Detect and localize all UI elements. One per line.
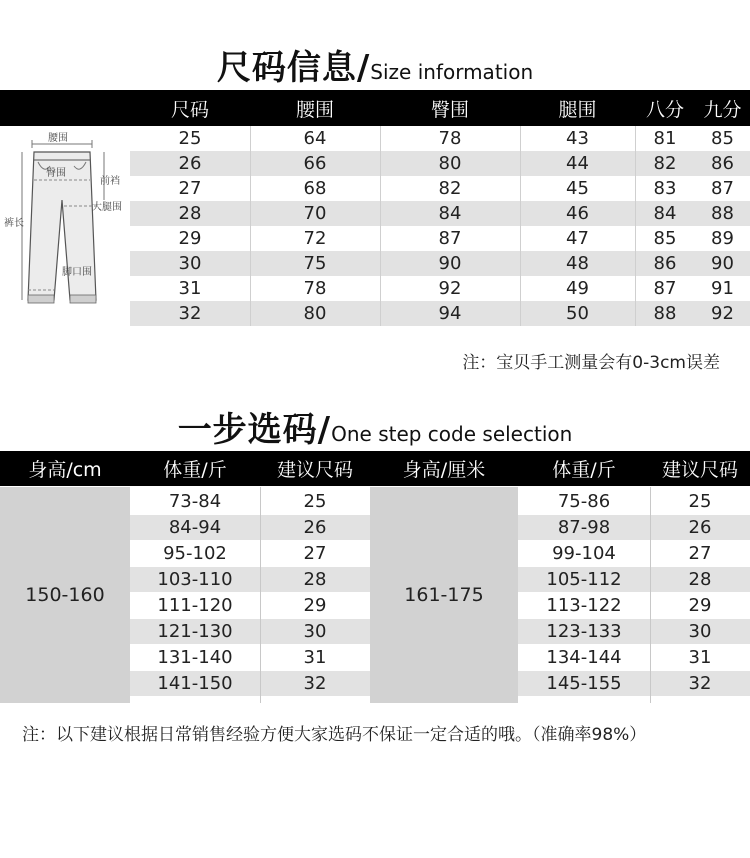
size-cell-hip: 84	[438, 203, 462, 224]
suggested-size-cell: 25	[303, 491, 327, 512]
selection-title-en: One step code selection	[331, 422, 573, 446]
table-row	[518, 567, 750, 592]
size-header-waist: 腰围	[295, 98, 334, 121]
size-col-divider	[635, 126, 636, 326]
size-header-size: 尺码	[170, 98, 209, 121]
size-cell-cropped-8: 81	[653, 128, 677, 149]
diagram-label-thigh: 大腿围	[92, 202, 122, 213]
diagram-label-length: 裤长	[4, 218, 24, 229]
table-row	[130, 176, 750, 201]
table-row	[130, 567, 370, 592]
weight-range-cell: 121-130	[157, 621, 233, 642]
table-row	[130, 645, 370, 670]
weight-range-cell: 75-86	[557, 491, 611, 512]
size-cell-size: 29	[178, 228, 202, 249]
diagram-label-hip: 臀围	[46, 168, 66, 179]
size-cell-cropped-9: 92	[711, 303, 734, 324]
table-row	[130, 541, 370, 566]
size-cell-size: 31	[178, 278, 202, 299]
size-cell-cropped-9: 89	[711, 228, 734, 249]
suggested-size-cell: 26	[303, 517, 327, 538]
table-row	[130, 671, 370, 696]
size-cell-waist: 64	[303, 128, 327, 149]
diagram-label-waist: 腰围	[48, 133, 68, 144]
sel-header-weight-right: 体重/斤	[552, 459, 616, 481]
diagram-label-front-rise: 前裆	[100, 176, 120, 187]
size-cell-thigh: 47	[566, 228, 589, 249]
size-cell-cropped-9: 91	[711, 278, 734, 299]
suggested-size-cell: 31	[303, 647, 327, 668]
selection-title-zh: 一步选码/	[177, 410, 332, 450]
table-row	[130, 151, 750, 176]
table-row	[518, 645, 750, 670]
suggested-size-cell: 26	[688, 517, 712, 538]
table-row	[130, 226, 750, 251]
sel-header-size-left: 建议尺码	[276, 459, 353, 481]
size-info-title	[0, 40, 750, 89]
sel-header-height-cm: 身高/cm	[28, 459, 102, 481]
size-col-divider	[520, 126, 521, 326]
selection-col-divider	[260, 487, 261, 703]
size-cell-waist: 70	[303, 203, 327, 224]
weight-range-cell: 103-110	[157, 569, 233, 590]
table-row	[130, 126, 750, 151]
size-cell-size: 30	[178, 253, 202, 274]
weight-range-cell: 111-120	[157, 595, 233, 616]
selection-note: 注：以下建议根据日常销售经验方便大家选码不保证一定合适的哦。（准确率98%）	[22, 725, 647, 745]
table-row	[130, 201, 750, 226]
size-cell-cropped-9: 85	[711, 128, 734, 149]
size-cell-cropped-8: 82	[653, 153, 677, 174]
table-row	[130, 251, 750, 276]
suggested-size-cell: 25	[688, 491, 712, 512]
size-cell-waist: 78	[303, 278, 327, 299]
size-cell-waist: 72	[303, 228, 327, 249]
size-cell-size: 28	[178, 203, 202, 224]
suggested-size-cell: 30	[303, 621, 327, 642]
weight-range-cell: 141-150	[157, 673, 233, 694]
size-info-title-zh: 尺码信息/	[216, 48, 371, 88]
suggested-size-cell: 30	[688, 621, 712, 642]
sel-header-size-right: 建议尺码	[661, 459, 738, 481]
size-cell-thigh: 48	[566, 253, 589, 274]
suggested-size-cell: 28	[303, 569, 327, 590]
size-cell-thigh: 49	[566, 278, 589, 299]
size-cell-cropped-8: 86	[653, 253, 677, 274]
pants-diagram	[0, 130, 130, 326]
size-cell-waist: 75	[303, 253, 327, 274]
suggested-size-cell: 29	[688, 595, 712, 616]
suggested-size-cell: 31	[688, 647, 712, 668]
size-cell-cropped-9: 88	[711, 203, 734, 224]
size-col-divider	[250, 126, 251, 326]
weight-range-cell: 123-133	[546, 621, 622, 642]
weight-range-cell: 84-94	[168, 517, 222, 538]
selection-table-header	[0, 451, 750, 486]
table-row	[130, 301, 750, 326]
size-cell-waist: 80	[303, 303, 327, 324]
size-cell-hip: 82	[438, 178, 462, 199]
size-cell-hip: 78	[438, 128, 462, 149]
size-col-divider	[380, 126, 381, 326]
table-row	[130, 489, 370, 514]
measurement-note: 注：宝贝手工测量会有0-3cm误差	[462, 353, 720, 373]
size-cell-cropped-8: 83	[653, 178, 677, 199]
table-row	[130, 619, 370, 644]
size-header-cropped-8: 八分	[645, 98, 684, 121]
weight-range-cell: 87-98	[557, 517, 611, 538]
suggested-size-cell: 29	[303, 595, 327, 616]
size-cell-cropped-8: 85	[653, 228, 677, 249]
table-row	[518, 515, 750, 540]
weight-range-cell: 145-155	[546, 673, 622, 694]
size-cell-waist: 68	[303, 178, 327, 199]
size-cell-size: 27	[178, 178, 202, 199]
weight-range-cell: 73-84	[168, 491, 222, 512]
size-cell-size: 32	[178, 303, 202, 324]
size-cell-cropped-8: 84	[653, 203, 677, 224]
weight-range-cell: 99-104	[552, 543, 616, 564]
size-cell-size: 25	[178, 128, 202, 149]
size-cell-hip: 80	[438, 153, 462, 174]
suggested-size-cell: 27	[688, 543, 712, 564]
size-table-header	[0, 90, 750, 126]
sel-header-height-li: 身高/厘米	[402, 459, 486, 481]
table-row	[130, 593, 370, 618]
table-row	[518, 593, 750, 618]
table-row	[518, 671, 750, 696]
suggested-size-cell: 28	[688, 569, 712, 590]
table-row	[518, 619, 750, 644]
size-cell-cropped-9: 90	[711, 253, 734, 274]
weight-range-cell: 113-122	[546, 595, 622, 616]
size-header-cropped-9: 九分	[703, 98, 742, 121]
table-row	[130, 276, 750, 301]
size-cell-thigh: 50	[566, 303, 589, 324]
size-cell-waist: 66	[303, 153, 327, 174]
sel-header-weight-left: 体重/斤	[163, 459, 227, 481]
size-cell-thigh: 44	[566, 153, 589, 174]
size-cell-hip: 94	[438, 303, 462, 324]
size-cell-cropped-9: 87	[711, 178, 734, 199]
size-cell-cropped-8: 87	[653, 278, 677, 299]
diagram-label-hem: 脚口围	[62, 267, 92, 278]
size-cell-hip: 90	[438, 253, 462, 274]
suggested-size-cell: 27	[303, 543, 327, 564]
size-cell-thigh: 46	[566, 203, 589, 224]
height-range-left: 150-160	[0, 487, 130, 703]
weight-range-cell: 105-112	[546, 569, 622, 590]
weight-range-cell: 131-140	[157, 647, 233, 668]
selection-col-divider	[650, 487, 651, 703]
selection-title	[0, 402, 750, 451]
size-cell-cropped-9: 86	[711, 153, 734, 174]
size-cell-cropped-8: 88	[653, 303, 677, 324]
weight-range-cell: 134-144	[546, 647, 622, 668]
height-range-right: 161-175	[370, 487, 518, 703]
size-cell-size: 26	[178, 153, 202, 174]
size-info-title-en: Size information	[370, 60, 534, 84]
table-row	[130, 515, 370, 540]
size-cell-thigh: 43	[566, 128, 589, 149]
suggested-size-cell: 32	[688, 673, 712, 694]
size-header-thigh: 腿围	[558, 98, 597, 121]
table-row	[518, 541, 750, 566]
weight-range-cell: 95-102	[163, 543, 227, 564]
size-cell-thigh: 45	[566, 178, 589, 199]
suggested-size-cell: 32	[303, 673, 327, 694]
size-cell-hip: 87	[438, 228, 462, 249]
size-header-hip: 臀围	[430, 98, 469, 121]
size-cell-hip: 92	[438, 278, 462, 299]
table-row	[518, 489, 750, 514]
